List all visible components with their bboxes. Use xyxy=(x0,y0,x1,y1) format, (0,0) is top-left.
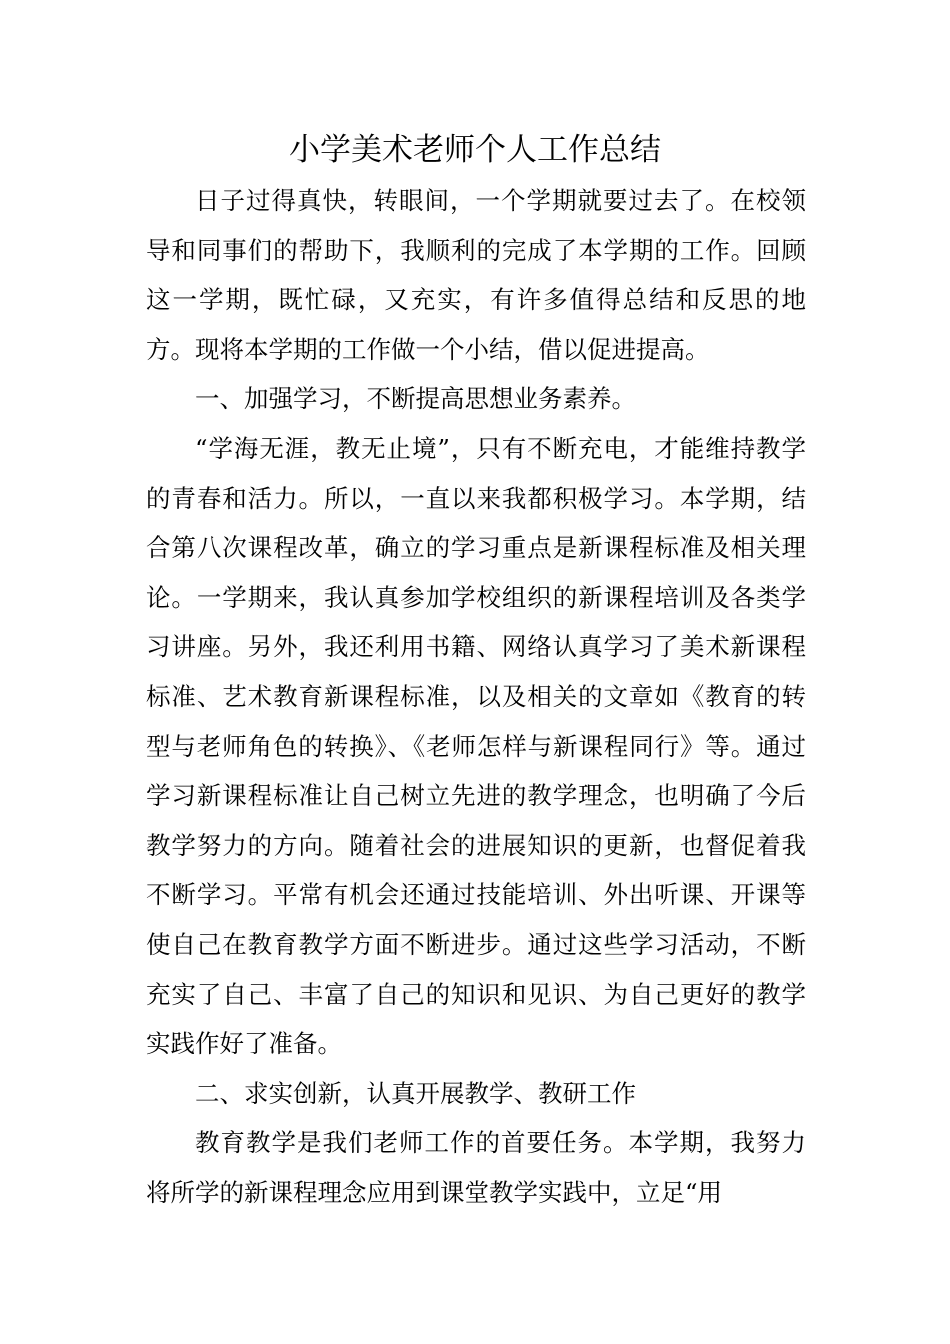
section-heading-1: 一、加强学习，不断提高思想业务素养。 xyxy=(195,384,636,414)
section-heading-2: 二、求实创新，认真开展教学、教研工作 xyxy=(195,1078,636,1108)
intro-paragraph: 日子过得真快，转眼间，一个学期就要过去了。在校领导和同事们的帮助下，我顺利的完成了本学期的工作。回顾这一学期，既忙碌，又充实，有许多值得总结和反思的地方。现将本学期的工作做一个小结，借以促进提高。 xyxy=(146,186,806,364)
document-body xyxy=(146,176,806,1217)
document-title: 小学美术老师个人工作总结 xyxy=(289,132,661,168)
section-1-paragraph: “学海无涯，教无止境”，只有不断充电，才能维持教学的青春和活力。所以，一直以来我都积极学习。本学期，结合第八次课程改革，确立的学习重点是新课程标准及相关理论。一学期来，我认真参加学校组织的新课程培训及各类学习讲座。另外，我还利用书籍、网络认真学习了美术新课程标准、艺术教育新课程标准，以及相关的文章如《教育的转型与老师角色的转换》、《老师怎样与新课程同行》等。通过学习新课程标准让自己树立先进的教学理念，也明确了今后教学努力的方向。随着社会的进展知识的更新，也督促着我不断学习。平常有机会还通过技能培训、外出听课、开课等使自己在教育教学方面不断进步。通过这些学习活动，不断充实了自己、丰富了自己的知识和见识、为自己更好的教学实践作好了准备。 xyxy=(146,433,806,1059)
section-2-paragraph: 教育教学是我们老师工作的首要任务。本学期，我努力将所学的新课程理念应用到课堂教学实践中，立足“用 xyxy=(146,1128,806,1207)
